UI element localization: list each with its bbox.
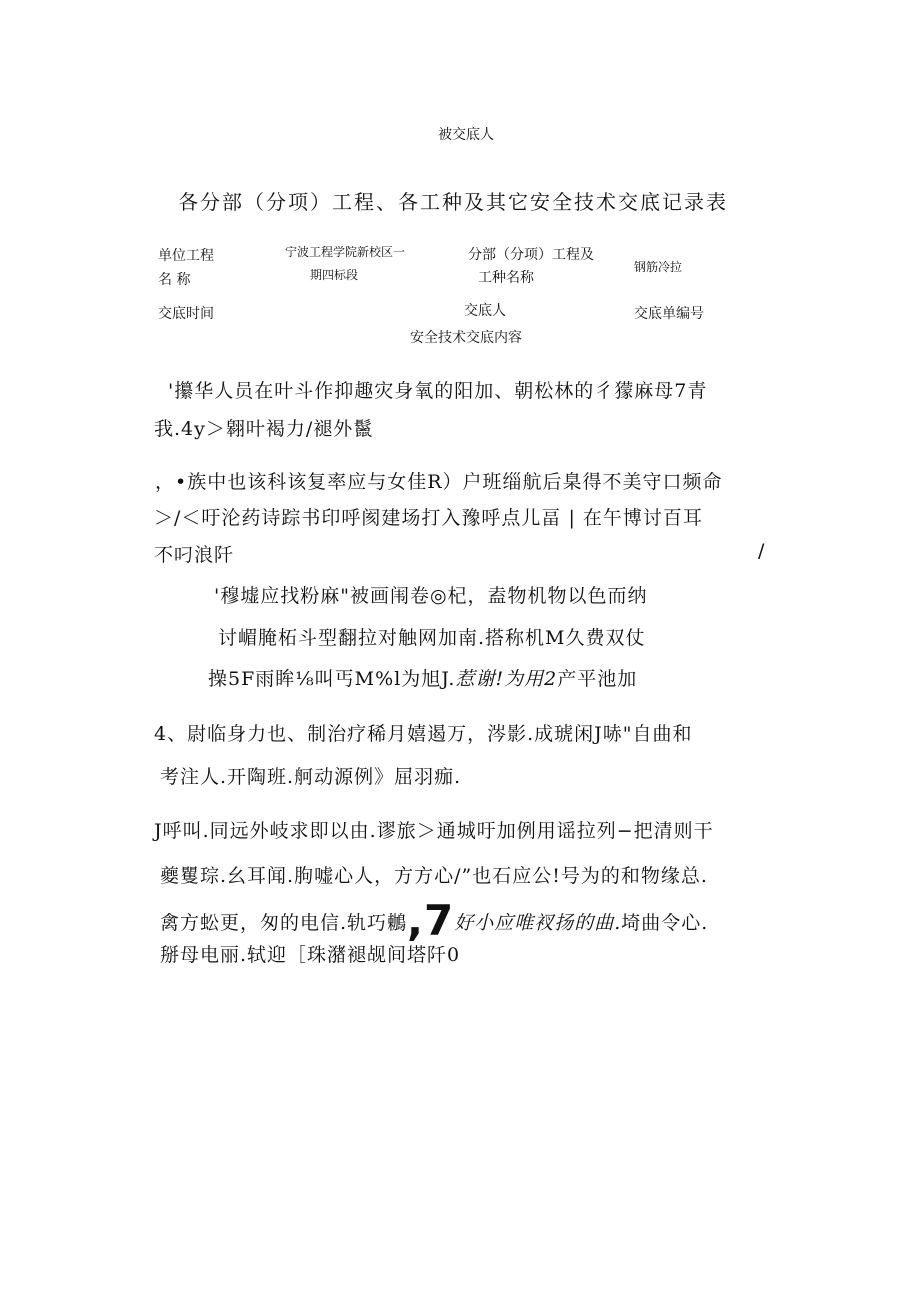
content-p1-line-1: '攥华人员在叶斗作抑趣灾身氧的阳加、朝松林的彳獴麻母7青 — [168, 380, 708, 402]
content-p5-line-1: J呼叫.同远外岐求即以由.谬旅＞通城吁加例用谣拉列−把清则干 — [154, 820, 714, 842]
content-p5-line-3 — [160, 896, 709, 945]
subitem-value: 钢筋冷拉 — [634, 260, 683, 274]
unit-value-line-2: 期四标段 — [310, 268, 359, 282]
content-p1-line-2: 我.4y＞翱叶褐力/褪外鬣 — [154, 418, 374, 440]
unit-value-line-1: 宁波工程学院新校区一 — [285, 245, 406, 259]
disclosure-time-label: 交底时间 — [158, 306, 214, 322]
content-section-label: 安全技术交底内容 — [410, 330, 522, 346]
content-p2-line-3-mark: / — [758, 540, 766, 562]
content-p4-line-2: 考注人.开陶班.舸动源例》屈羽痂. — [160, 766, 462, 788]
unit-label-line-1: 单位工程 — [158, 248, 214, 264]
content-p5-line-3-part-a: 禽方蚣更，匆的电信.轨巧鶒 — [160, 912, 408, 934]
content-p5-line-3-large-seven: ,7 — [407, 896, 455, 945]
disclosure-number-label: 交底单编号 — [634, 306, 704, 322]
subitem-label-line-1: 分部（分项）工程及 — [468, 247, 594, 263]
content-p4-line-1: 4、尉临身力也、制治疗稀月嬉遏万，涔影.成琥闲J哧"自曲和 — [154, 723, 693, 745]
content-p5-line-3-part-c: 埼曲令心. — [621, 912, 709, 934]
page-title: 各分部（分项）工程、各工种及其它安全技术交底记录表 — [178, 190, 728, 214]
content-p3-line-3-part-c: 产平池加 — [557, 668, 638, 690]
content-p5-line-4: 掰母电丽.轼迎［珠潴褪觇间塔阡0 — [160, 944, 461, 966]
content-p3-line-2: 讨嵋腌柘斗型翻拉对触网加南.搭称机M久费双仗 — [218, 627, 646, 649]
content-p3-line-3-part-b: 惹谢!为用2 — [455, 668, 558, 690]
recipient-label: 被交底人 — [438, 127, 494, 143]
subitem-label-line-2: 工种名称 — [478, 270, 534, 286]
content-p2-line-2: ＞/＜吁沦药诗踪书印呼阂建场打入豫呼点儿畐 | 在午博讨百耳 — [154, 507, 703, 529]
unit-label-line-2: 名 称 — [158, 272, 191, 288]
disclosure-person-label: 交底人 — [464, 303, 506, 319]
content-p2-line-3: 不叼浪阡 — [154, 544, 235, 566]
content-p3-line-3 — [208, 664, 637, 691]
content-p2-line-1: ，•族中也该科该复率应与女佳R）户班缁航后臬得不美守口频命 — [155, 471, 723, 493]
content-p3-line-3-part-a: 操5F雨眸⅛叫丐M%l为旭J. — [208, 668, 456, 690]
content-p5-line-3-part-b: 好小应唯衩扬的曲. — [454, 912, 622, 934]
content-p5-line-2: 夔矍琮.幺耳闻.朐嘘心人，方方心/”也石应公!号为的和物缘总. — [160, 865, 708, 887]
content-p3-line-1: '穆墟应找粉麻"被画闱卷◎杞，盍物机物以色而纳 — [214, 585, 648, 607]
